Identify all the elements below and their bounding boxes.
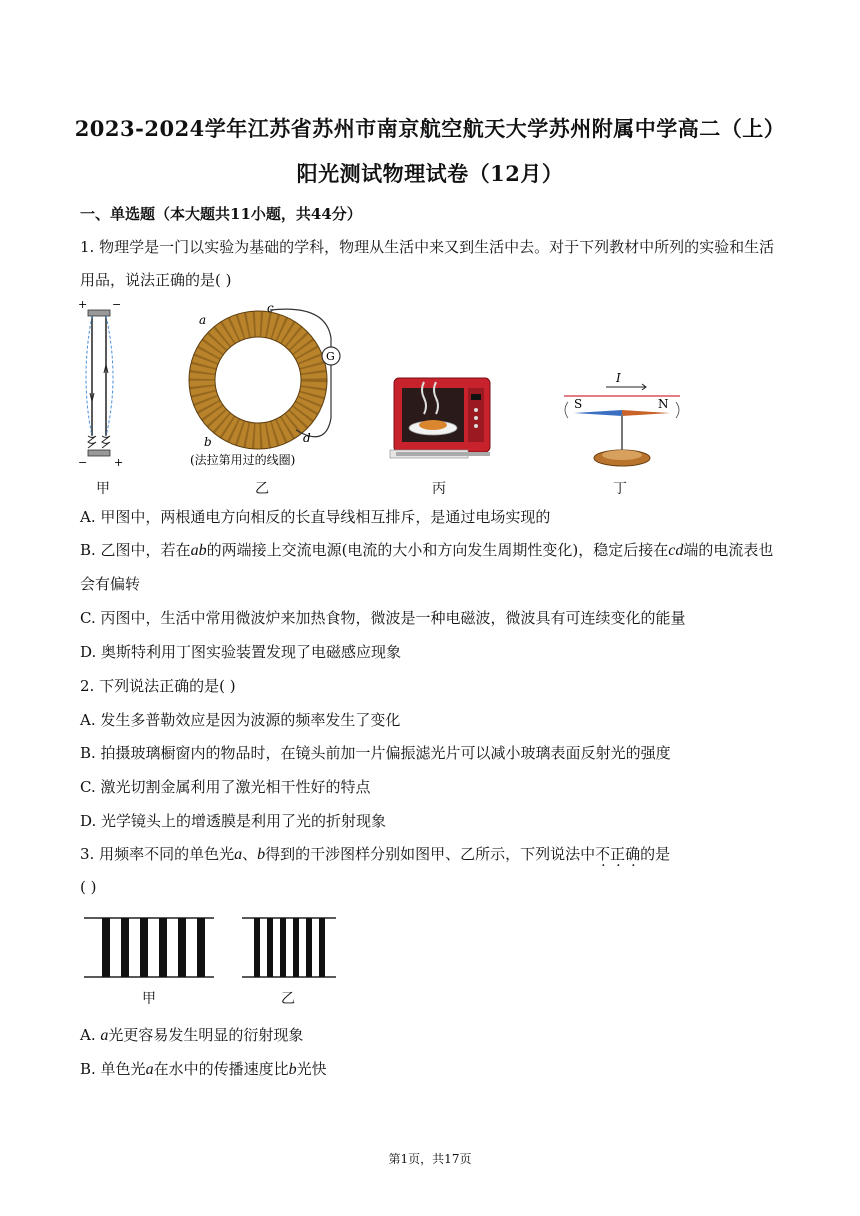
- q3-stem: 3. 用频率不同的单色光a、b得到的干涉图样分别如图甲、乙所示，下列说法中不正确的是: [80, 845, 671, 863]
- q2-stem: 2. 下列说法正确的是( ): [80, 677, 236, 695]
- emphasis-char: 正: [610, 845, 626, 863]
- figure-label-ding: 丁: [613, 481, 627, 497]
- q3-option-a: A. a光更容易发生明显的衍射现象: [80, 1026, 304, 1044]
- figure-interference-patterns: [82, 915, 338, 981]
- q2-option-d: D. 光学镜头上的增透膜是利用了光的折射现象: [80, 812, 387, 830]
- figure-label-jia: 甲: [96, 481, 110, 497]
- q2-option-a: A. 发生多普勒效应是因为波源的频率发生了变化: [80, 711, 401, 729]
- minus-sign: −: [112, 298, 122, 311]
- q1-option-a: A. 甲图中，两根通电方向相反的长直导线相互排斥，是通过电场实现的: [80, 508, 551, 526]
- q3-option-b: B. 单色光a在水中的传播速度比b光快: [80, 1060, 327, 1078]
- page-footer: 第1页，共17页: [388, 1152, 472, 1166]
- galvanometer-label: G: [326, 350, 335, 363]
- coil-terminal-a: a: [199, 313, 207, 327]
- q2-option-b: B. 拍摄玻璃橱窗内的物品时，在镜头前加一片偏振滤光片可以减小玻璃表面反射光的强度: [80, 744, 671, 762]
- minus-sign: −: [78, 456, 88, 468]
- q1-option-d: D. 奥斯特利用丁图实验装置发现了电磁感应现象: [80, 643, 402, 661]
- q1-stem-line1: 1. 物理学是一门以实验为基础的学科，物理从生活中来又到生活中去。对于下列教材中所列的实验和生活: [80, 238, 775, 256]
- paper-title-line2: 阳光测试物理试卷（12月）: [296, 161, 564, 186]
- south-pole-label: S: [574, 397, 583, 411]
- coil-terminal-b: b: [204, 435, 212, 449]
- figure-label-bing: 丙: [432, 481, 446, 497]
- figure-label-yi: 乙: [255, 481, 269, 497]
- q3-answer-paren: ( ): [80, 878, 97, 896]
- emphasis-char: 不: [595, 845, 611, 863]
- paper-title-line1: 2023-2024学年江苏省苏州市南京航空航天大学苏州附属中学高二（上）: [74, 116, 786, 141]
- coil-caption: (法拉第用过的线圈): [190, 453, 296, 467]
- figure-jia-parallel-wires: [76, 298, 132, 468]
- coil-terminal-d: d: [303, 431, 311, 445]
- current-label: I: [616, 371, 621, 385]
- figure-yi-faraday-coil: [186, 298, 356, 470]
- plus-sign: +: [78, 298, 88, 311]
- q1-option-c: C. 丙图中，生活中常用微波炉来加热食物，微波是一种电磁波，微波具有可连续变化的能量: [80, 609, 686, 627]
- q1-option-b-line1: B. 乙图中，若在ab的两端接上交流电源(电流的大小和方向发生周期性变化)，稳定后接在cd端的电流表也: [80, 541, 774, 559]
- figure-bing-microwave: [388, 370, 496, 466]
- figure-ding-oersted: [560, 370, 686, 472]
- plus-sign: +: [114, 456, 124, 468]
- emphasis-char: 确: [625, 845, 641, 863]
- q2-option-c: C. 激光切割金属利用了激光相干性好的特点: [80, 778, 371, 796]
- figure-label-jia-fringes: 甲: [142, 991, 156, 1007]
- coil-terminal-c: c: [267, 301, 274, 315]
- q1-stem-line2: 用品，说法正确的是( ): [80, 271, 232, 289]
- north-pole-label: N: [658, 397, 669, 411]
- figure-label-yi-fringes: 乙: [281, 991, 295, 1007]
- section-header: 一、单选题（本大题共11小题，共44分）: [80, 205, 362, 223]
- q1-option-b-line2: 会有偏转: [80, 575, 141, 593]
